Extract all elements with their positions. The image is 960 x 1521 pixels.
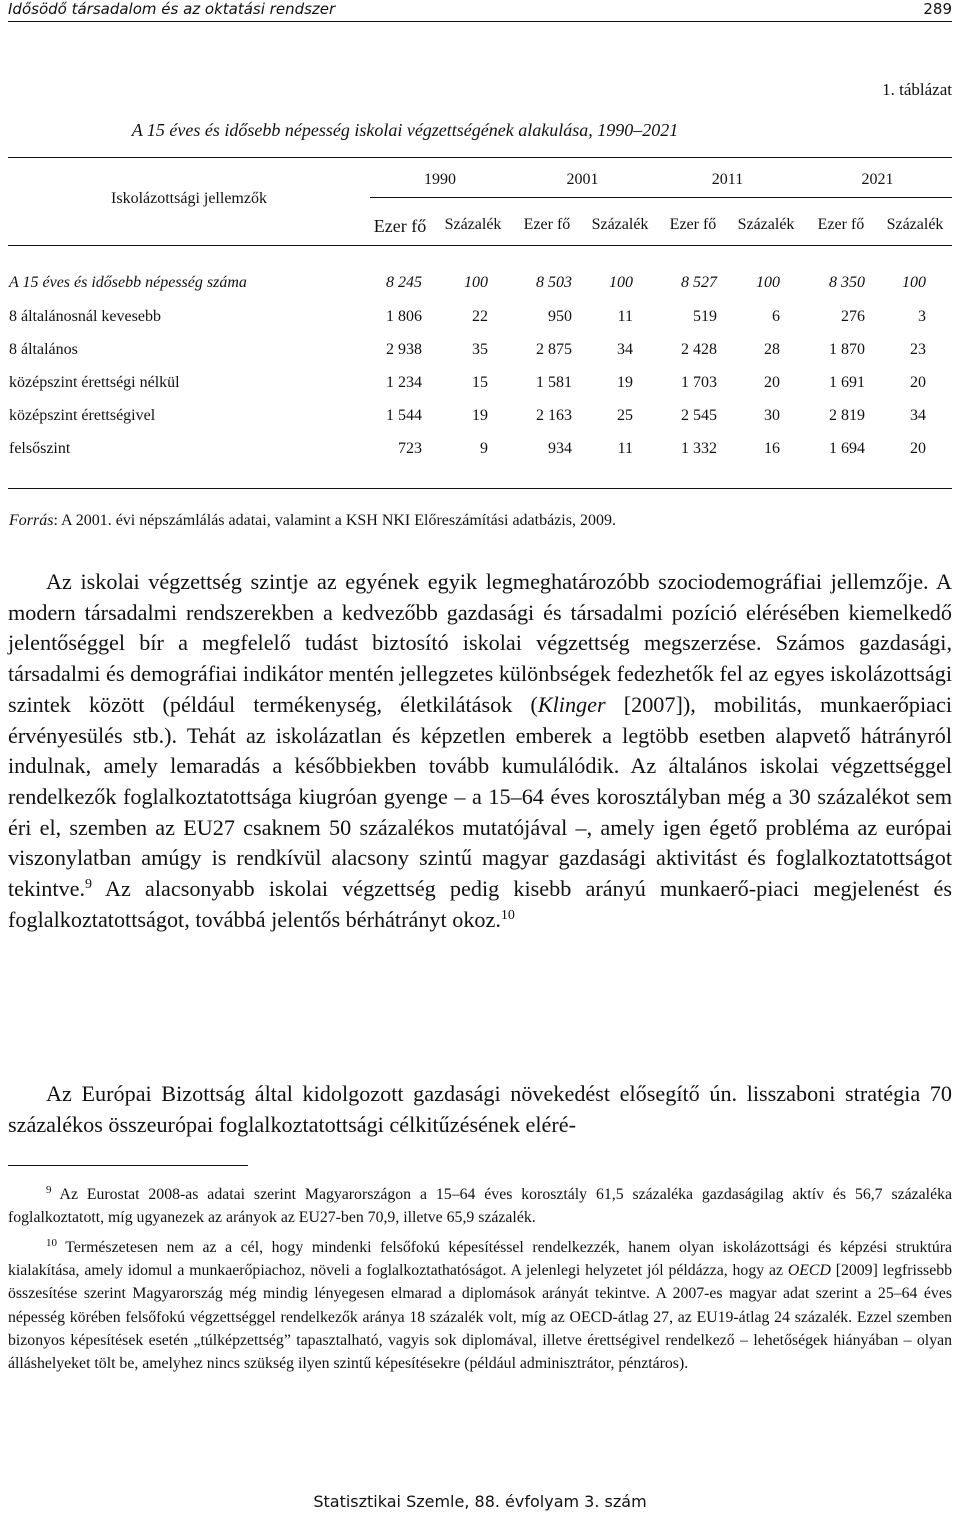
body-text-segment: [2007]), mobilitás, munkaerőpiaci érvényesülés stb.). Tehát az iskolázatlan és képzetlen emberek a legtöbb esetben alapvető hátrányról indulnak, amely lemaradás a későbbiekben tovább kumulálódik. Az általános iskolai végzettséggel rendelkezők foglalkoztatottsága kiugróan gyenge – a 15–64 éves korosztályban még a 30 százalékot sem éri el, szemben az EU27 csaknem 50 százalékos mutatójával –, amely igen égető probléma az európai viszonylatban amúgy is rendkívül alacsony szintű magyar gazdasági aktivitást és foglalkoztatottságot tekintve. — [8, 691, 952, 902]
running-header-title: Idősödő társadalom és az oktatási rendszer — [8, 0, 336, 18]
subheader-ezer-fo: Ezer fő — [373, 216, 427, 236]
table-cell: 2 428 — [681, 341, 717, 358]
table-cell: 11 — [617, 440, 633, 457]
footnote-text: [2009] legfrissebb összesítése szerint Magyarország még mindig lényegesen elmarad a diplomások arányát tekintve. A 2007-es magyar adat szerint a 25–64 éves népesség körében felsőfokú végzettséggel rendelkezők aránya 18 százalék volt, míg az OECD-átlag 27, az EU19-átlag 24 százalék. Ezzel szemben bizonyos képesítések esetén „túlképzettség” tapasztalható, vagyis sok diplomával, illetve érettségivel rendelkező – lehetőségek hiányában – olyan álláshelyeket tölt be, amelyhez nincs szükség ilyen szintű képesítésekre (például adminisztrátor, pénztáros). — [8, 1262, 953, 1373]
table-cell: 20 — [764, 374, 780, 391]
table-cell: 20 — [910, 374, 926, 391]
row-label: középszint érettségi nélkül — [9, 374, 180, 391]
table-label: 1. táblázat — [882, 80, 952, 99]
year-header-2021: 2021 — [861, 171, 894, 188]
body-text-segment: Az alacsonyabb iskolai végzettség pedig kisebb arányú munkaerő-piaci megjelenést és foglalkoztatottságot, továbbá jelentős bérhátrányt okoz. — [8, 876, 952, 932]
footnote-rule — [8, 1165, 248, 1166]
year-rule — [370, 197, 952, 198]
table-cell: 35 — [472, 341, 488, 358]
table-cell: 1 332 — [681, 440, 717, 457]
table-cell: 100 — [902, 274, 926, 291]
citation-author: Klinger — [537, 691, 606, 717]
table-cell: 6 — [772, 308, 780, 325]
table-cell: 1 806 — [386, 308, 422, 325]
table-cell: 3 — [918, 308, 926, 325]
citation-author: OECD — [787, 1262, 831, 1280]
row-label: 8 általános — [9, 341, 78, 358]
table-cell: 1 870 — [829, 341, 865, 358]
footnote-mark: 9 — [46, 1184, 52, 1196]
row-label: A 15 éves és idősebb népesség száma — [9, 274, 247, 291]
table-source — [9, 512, 616, 530]
body-paragraph — [8, 567, 952, 935]
table-cell: 8 245 — [386, 274, 422, 291]
table-cell: 19 — [617, 374, 633, 391]
year-header-1990: 1990 — [424, 171, 456, 188]
table-cell: 25 — [617, 407, 633, 424]
source-label: Forrás — [9, 512, 54, 529]
source-text: : A 2001. évi népszámlálás adatai, valamint a KSH NKI Előreszámítási adatbázis, 2009. — [53, 512, 616, 529]
table-bottom-rule — [8, 488, 952, 489]
body-paragraph: Az Európai Bizottság által kidolgozott gazdasági növekedést elősegítő ún. lisszaboni stratégia 70 százalékos összeurópai foglalkoztatottsági célkitűzésének eléré- — [8, 1081, 952, 1137]
table-cell: 34 — [910, 407, 926, 424]
table-cell: 934 — [548, 440, 572, 457]
table-cell: 30 — [764, 407, 780, 424]
table-cell: 2 163 — [536, 407, 572, 424]
footnote-text: Az Eurostat 2008-as adatai szerint Magyarországon a 15–64 éves korosztály 61,5 százaléka gazdaságilag aktív és 56,7 százaléka foglalkoztatott, míg ugyanezek az arányok az EU27-ben 70,9, illetve 65,9 százalék. — [8, 1186, 952, 1227]
table-cell: 2 545 — [681, 407, 717, 424]
table-cell: 9 — [480, 440, 488, 457]
table-cell: 1 581 — [536, 374, 572, 391]
table-cell: 8 350 — [829, 274, 865, 291]
table-cell: 22 — [472, 308, 488, 325]
subheader-ezer-fo: Ezer fő — [523, 216, 571, 233]
table-cell: 11 — [617, 308, 633, 325]
year-header-2001: 2001 — [566, 171, 599, 188]
table-cell: 1 691 — [829, 374, 865, 391]
table-cell: 1 234 — [386, 374, 422, 391]
table-title: A 15 éves és idősebb népesség iskolai végzettségének alakulása, 1990–2021 — [131, 120, 679, 140]
footnote — [8, 1183, 952, 1229]
row-label: középszint érettségivel — [9, 407, 156, 424]
table-cell: 15 — [472, 374, 488, 391]
table-cell: 1 703 — [681, 374, 717, 391]
subheader-szazalek: Százalék — [444, 216, 502, 233]
table-cell: 2 875 — [536, 341, 572, 358]
table-cell: 23 — [910, 341, 926, 358]
table-cell: 100 — [609, 274, 633, 291]
subheader-szazalek: Százalék — [591, 216, 649, 233]
table-cell: 2 938 — [386, 341, 422, 358]
table-cell: 1 544 — [386, 407, 422, 424]
header-bottom-rule — [8, 245, 952, 246]
row-label: felsőszint — [9, 440, 71, 457]
row-label: 8 általánosnál kevesebb — [9, 308, 161, 325]
table-cell: 19 — [472, 407, 488, 424]
table-cell: 100 — [464, 274, 488, 291]
table-cell: 16 — [764, 440, 780, 457]
table-cell: 28 — [764, 341, 780, 358]
table-cell: 519 — [693, 308, 717, 325]
subheader-ezer-fo: Ezer fő — [669, 216, 717, 233]
footnote-text: Természetesen nem az a cél, hogy mindenki felsőfokú képesítéssel rendelkezzék, hanem olyan iskolázottsági és képzési struktúra kialakítása, amely idomul a munkaerőpiachoz, növeli a foglalkoztathatóságot. A jelenlegi helyzetet jól példázza, hogy az — [8, 1239, 952, 1280]
header-rule — [8, 21, 952, 22]
table-cell: 100 — [756, 274, 780, 291]
subheader-ezer-fo: Ezer fő — [817, 216, 865, 233]
table-top-rule — [8, 157, 952, 158]
table-cell: 723 — [398, 440, 422, 457]
table-cell: 8 527 — [681, 274, 717, 291]
year-header-2011: 2011 — [711, 171, 744, 188]
table-cell: 34 — [617, 341, 633, 358]
subheader-szazalek: Százalék — [886, 216, 944, 233]
table-cell: 950 — [548, 308, 572, 325]
footnote — [8, 1236, 952, 1375]
table-cell: 2 819 — [829, 407, 865, 424]
running-footer: Statisztikai Szemle, 88. évfolyam 3. szám — [313, 1492, 647, 1511]
table-row-header: Iskolázottsági jellemzők — [111, 190, 267, 207]
body-text-segment: Az iskolai végzettség szintje az egyének egyik legmeghatározóbb szociodemográfiai jellemzője. A modern társadalmi rendszerekben a kedvezőbb gazdasági és társadalmi pozíció elérésében kiemelkedő jelentőséggel bír a megfelelő tudást biztosító iskolai végzettség megszerzése. Számos gazdasági, társadalmi és demográfiai indikátor mentén jellegzetes különbségek fedezhetők fel az egyes iskolázottsági szintek között (például termékenység, életkilátások ( — [8, 569, 952, 717]
table-cell: 276 — [841, 308, 865, 325]
page-number: 289 — [923, 0, 952, 18]
footnote-ref: 9 — [85, 877, 93, 893]
table-cell: 8 503 — [536, 274, 572, 291]
running-header — [8, 0, 952, 20]
table-cell: 20 — [910, 440, 926, 457]
footnote-ref: 10 — [500, 907, 515, 923]
footnote-mark: 10 — [46, 1237, 57, 1249]
subheader-szazalek: Százalék — [737, 216, 795, 233]
table-cell: 1 694 — [829, 440, 865, 457]
